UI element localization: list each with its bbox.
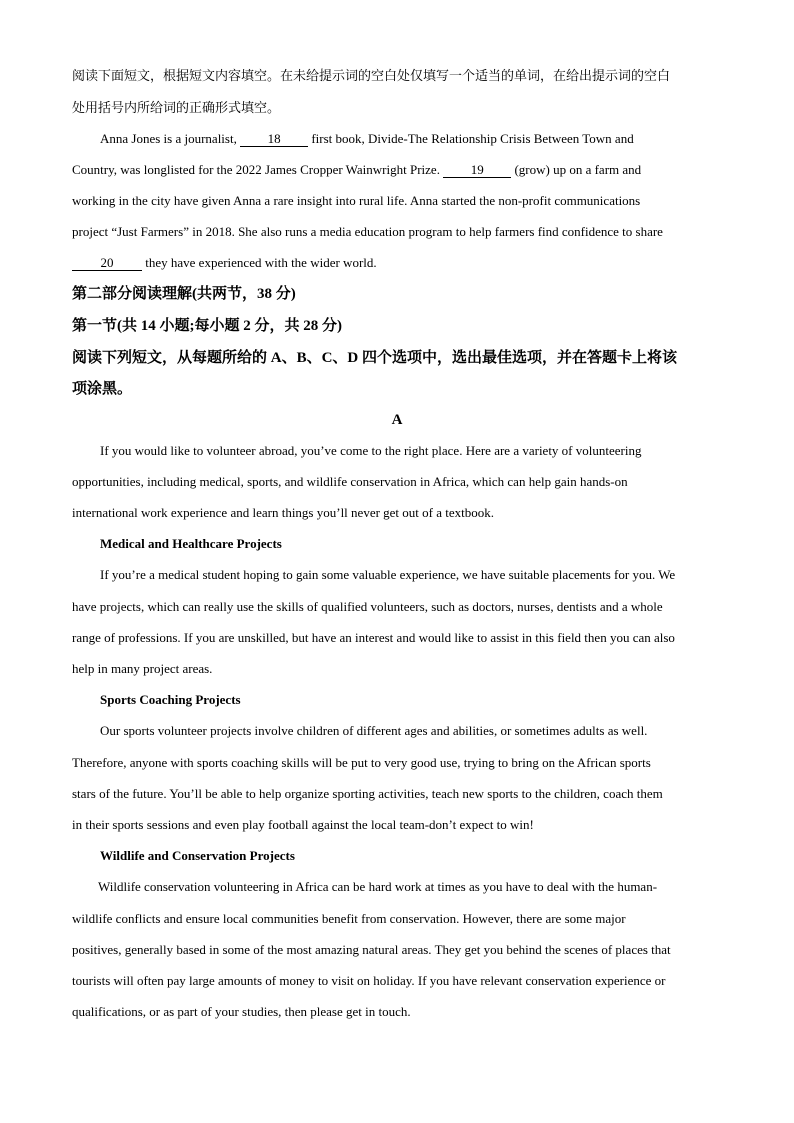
- blank-19[interactable]: 19: [443, 163, 511, 178]
- cloze-text: they have experienced with the wider world.: [145, 255, 377, 270]
- sports-line-2: Therefore, anyone with sports coaching skills will be put to very good use, trying to bring on the African sports: [72, 755, 651, 770]
- cloze-line-3: working in the city have given Anna a rare insight into rural life. Anna started the non-profit communications: [72, 193, 641, 208]
- sports-line-3: stars of the future. You’ll be able to help organize sporting activities, teach new sports to the children, coach them: [72, 786, 663, 801]
- medical-line-1: If you’re a medical student hoping to gain some valuable experience, we have suitable placements for you. We: [100, 567, 676, 582]
- cloze-line-4: project “Just Farmers” in 2018. She also runs a media education program to help farmers find confidence to share: [72, 224, 663, 239]
- medical-line-4: help in many project areas.: [72, 661, 213, 676]
- sports-line-1: Our sports volunteer projects involve children of different ages and abilities, or sometimes adults as well.: [100, 723, 648, 738]
- cloze-text: Anna Jones is a journalist,: [100, 131, 237, 146]
- wildlife-line-1: Wildlife conservation volunteering in Africa can be hard work at times as you have to deal with the human-: [98, 879, 658, 894]
- medical-title: Medical and Healthcare Projects: [100, 536, 282, 551]
- passage-letter: A: [391, 412, 403, 428]
- cloze-text: Country, was longlisted for the 2022 James Cropper Wainwright Prize.: [72, 162, 440, 177]
- cloze-text: (grow) up on a farm and: [514, 162, 642, 177]
- part2-heading: 第二部分阅读理解(共两节，38 分): [72, 286, 296, 302]
- cloze-line-5: [72, 255, 377, 271]
- intro-line-2: opportunities, including medical, sports, and wildlife conservation in Africa, which can help gain hands-on: [72, 474, 628, 489]
- wildlife-line-4: tourists will often pay large amounts of money to visit on holiday. If you have relevant conservation experience or: [72, 973, 666, 988]
- instructions-line-2: 处用括号内所给词的正确形式填空。: [72, 100, 281, 115]
- cloze-line-1: [100, 131, 634, 147]
- cloze-text: first book, Divide-The Relationship Crisis Between Town and: [311, 131, 634, 146]
- section1-instructions-1: 阅读下列短文，从每题所给的 A、B、C、D 四个选项中，选出最佳选项，并在答题卡上将该: [72, 350, 678, 366]
- medical-line-3: range of professions. If you are unskilled, but have an interest and would like to assist in this field then you can also: [72, 630, 675, 645]
- medical-line-2: have projects, which can really use the skills of qualified volunteers, such as doctors, nurses, dentists and a whole: [72, 599, 663, 614]
- sports-line-4: in their sports sessions and even play football against the local team-don’t expect to win!: [72, 817, 534, 832]
- blank-18[interactable]: 18: [240, 132, 308, 147]
- wildlife-title: Wildlife and Conservation Projects: [100, 848, 295, 863]
- section1-heading: 第一节(共 14 小题;每小题 2 分，共 28 分): [72, 318, 342, 334]
- intro-line-1: If you would like to volunteer abroad, you’ve come to the right place. Here are a variety of volunteering: [100, 443, 642, 458]
- intro-line-3: international work experience and learn things you’ll never get out of a textbook.: [72, 505, 494, 520]
- sports-title: Sports Coaching Projects: [100, 692, 241, 707]
- instructions-line-1: 阅读下面短文，根据短文内容填空。在未给提示词的空白处仅填写一个适当的单词，在给出提示词的空白: [72, 68, 671, 83]
- section1-instructions-2: 项涂黑。: [72, 381, 133, 397]
- wildlife-line-2: wildlife conflicts and ensure local communities benefit from conservation. However, there are some major: [72, 911, 626, 926]
- wildlife-line-3: positives, generally based in some of the most amazing natural areas. They get you behind the scenes of places that: [72, 942, 671, 957]
- blank-20[interactable]: 20: [72, 256, 142, 271]
- cloze-line-2: [72, 162, 641, 178]
- wildlife-line-5: qualifications, or as part of your studies, then please get in touch.: [72, 1004, 411, 1019]
